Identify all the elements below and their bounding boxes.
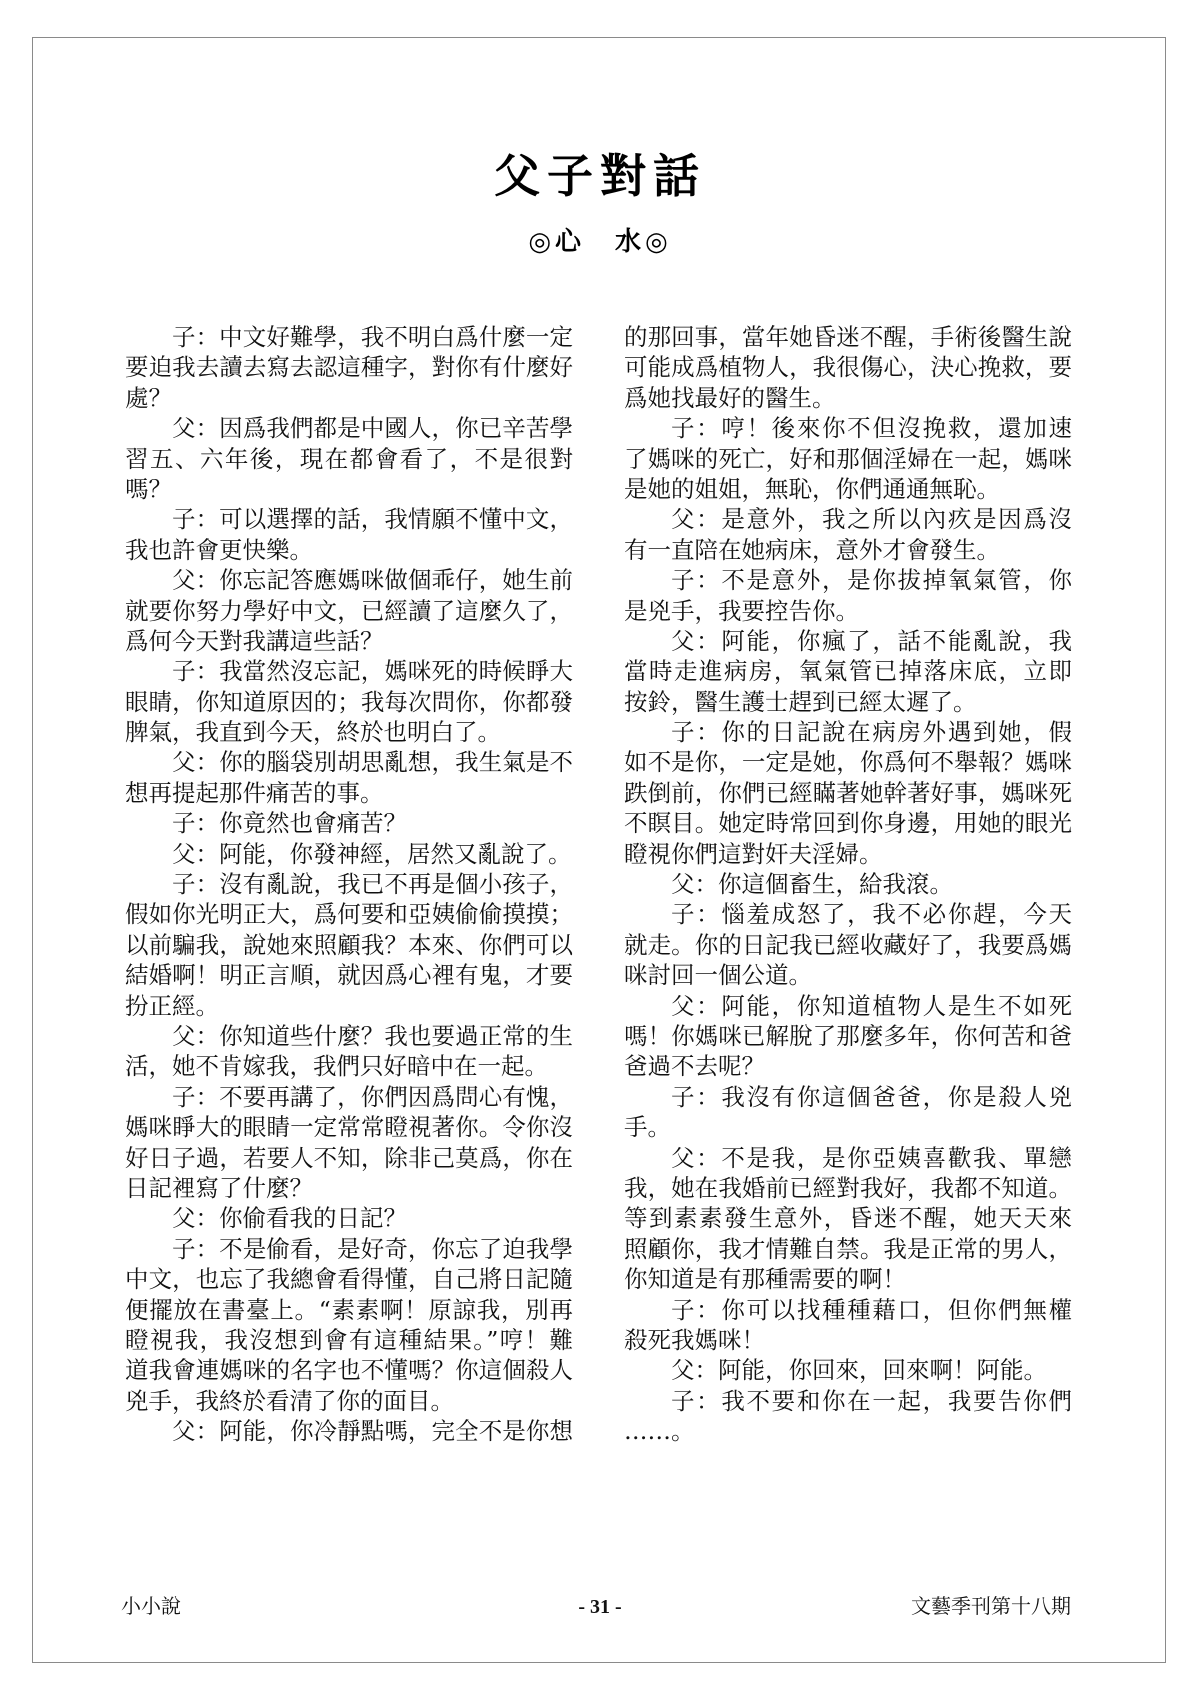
text-line: ……。 (624, 1417, 695, 1446)
dialogue-paragraph (125, 504, 573, 565)
dialogue-paragraph (125, 747, 573, 808)
text-line: 子：可以選擇的話，我情願不懂中文， (172, 505, 573, 534)
text-line: 是兇手，我要控告你。 (624, 596, 859, 625)
dialogue-paragraph (624, 626, 1072, 717)
dialogue-paragraph (125, 869, 573, 1021)
text-line: 假如你光明正大，爲何要和亞姨偷偷摸摸； (125, 900, 573, 929)
text-line: 殺死我媽咪！ (624, 1325, 765, 1354)
dialogue-paragraph (125, 808, 573, 838)
text-line: 好日子過，若要人不知，除非己莫爲，你在 (125, 1143, 573, 1172)
text-line: 子：哼！後來你不但沒挽救，還加速 (671, 414, 1072, 443)
text-line: 媽咪睜大的眼睛一定常常瞪視著你。令你沒 (125, 1113, 573, 1142)
dialogue-paragraph (624, 565, 1072, 626)
text-line: 子：不是意外，是你拔掉氧氣管，你 (671, 566, 1072, 595)
dialogue-paragraph (624, 413, 1072, 504)
dialogue-paragraph (624, 1143, 1072, 1295)
text-line: 處？ (125, 383, 172, 412)
text-line: 父：你的腦袋別胡思亂想，我生氣是不 (172, 748, 573, 777)
text-line: 瞪視你們這對奸夫淫婦。 (624, 839, 883, 868)
text-line: 父：阿能，你發神經，居然又亂說了。 (172, 839, 572, 868)
text-line: 的那回事，當年她昏迷不醒，手術後醫生說 (624, 323, 1072, 351)
dialogue-paragraph (624, 1355, 1072, 1385)
dialogue-paragraph (125, 1082, 573, 1204)
text-line: 等到素素發生意外，昏迷不醒，她天天來 (624, 1204, 1072, 1233)
dialogue-paragraph (125, 656, 573, 747)
text-line: 了媽咪的死亡，好和那個淫婦在一起，媽咪 (624, 444, 1072, 473)
text-line: 父：是意外，我之所以內疚是因爲沒 (671, 505, 1072, 534)
text-line: 是她的姐姐，無恥，你們通通無恥。 (624, 474, 1000, 503)
text-line: 不瞑目。她定時常回到你身邊，用她的眼光 (624, 809, 1072, 838)
text-line: 子：我不要和你在一起，我要告你們 (671, 1386, 1072, 1415)
text-line: 父：你知道些什麼？我也要過正常的生 (172, 1021, 573, 1050)
dialogue-paragraph (125, 1234, 573, 1416)
text-column-left (125, 322, 573, 1446)
text-line: 爲她找最好的醫生。 (624, 383, 836, 412)
text-line: 結婚啊！明正言順，就因爲心裡有鬼，才要 (125, 961, 573, 990)
text-line: 活，她不肯嫁我，我們只好暗中在一起。 (125, 1052, 548, 1081)
text-line: 照顧你，我才情難自禁。我是正常的男人， (624, 1234, 1072, 1263)
text-line: 便擺放在書臺上。“素素啊！原諒我，別再 (125, 1295, 573, 1324)
text-line: 子：我沒有你這個爸爸，你是殺人兇 (671, 1082, 1072, 1111)
text-line: 你知道是有那種需要的啊！ (624, 1265, 906, 1294)
text-column-right (624, 322, 1072, 1446)
text-line: 我也許會更快樂。 (125, 535, 313, 564)
text-line: 子：你竟然也會痛苦？ (172, 809, 407, 838)
text-line: 子：惱羞成怒了，我不必你趕，今天 (671, 900, 1072, 929)
text-line: 嗎！你媽咪已解脫了那麼多年，你何苦和爸 (624, 1021, 1072, 1050)
text-line: 子：中文好難學，我不明白爲什麼一定 (172, 323, 573, 351)
text-line: 脾氣，我直到今天，終於也明白了。 (125, 718, 501, 747)
text-line: 以前騙我，說她來照顧我？本來、你們可以 (125, 930, 573, 959)
dialogue-paragraph (624, 991, 1072, 1082)
text-line: 扮正經。 (125, 991, 219, 1020)
text-line: 當時走進病房，氧氣管已掉落床底，立即 (624, 657, 1072, 686)
dialogue-paragraph (624, 717, 1072, 869)
dialogue-paragraph (125, 1203, 573, 1233)
text-line: 道我會連媽咪的名字也不懂嗎？你這個殺人 (125, 1356, 573, 1385)
dialogue-paragraph (624, 899, 1072, 990)
text-line: 父：因爲我們都是中國人，你已辛苦學 (172, 414, 573, 443)
footer-publication-name: 文藝季刊第十八期 (911, 1596, 1071, 1618)
text-line: 就要你努力學好中文，已經讀了這麼久了， (125, 596, 573, 625)
text-line: 中文，也忘了我總會看得懂，自己將日記隨 (125, 1265, 573, 1294)
text-line: 可能成爲植物人，我很傷心，決心挽救，要 (624, 353, 1072, 382)
dialogue-paragraph (125, 413, 573, 504)
text-line: 父：你這個畜生，給我滾。 (671, 870, 953, 899)
text-line: 手。 (624, 1113, 671, 1142)
author-byline: ◎心 水◎ (528, 227, 672, 257)
text-line: 日記裡寫了什麼？ (125, 1173, 313, 1202)
text-line: 習五、六年後，現在都會看了，不是很對 (125, 444, 573, 473)
text-line: 子：我當然沒忘記，媽咪死的時候睜大 (172, 657, 573, 686)
dialogue-paragraph (125, 565, 573, 656)
footer-section-label: 小小說 (121, 1596, 181, 1618)
dialogue-paragraph (125, 839, 573, 869)
text-line: 眼睛，你知道原因的；我每次問你，你都發 (125, 687, 573, 716)
text-line: 就走。你的日記我已經收藏好了，我要爲媽 (624, 930, 1072, 959)
text-line: 父：阿能，你冷靜點嗎，完全不是你想 (172, 1417, 573, 1446)
dialogue-paragraph (624, 1295, 1072, 1356)
text-line: 父：你忘記答應媽咪做個乖仔，她生前 (172, 566, 573, 595)
text-line: 爲何今天對我講這些話？ (125, 626, 384, 655)
text-line: 父：你偷看我的日記？ (172, 1204, 407, 1233)
dialogue-paragraph (624, 504, 1072, 565)
text-line: 子：你的日記說在病房外遇到她，假 (671, 718, 1072, 747)
text-line: 跌倒前，你們已經瞞著她幹著好事，媽咪死 (624, 778, 1072, 807)
text-line: 按鈴，醫生護士趕到已經太遲了。 (624, 687, 977, 716)
dialogue-paragraph (125, 1416, 573, 1446)
text-line: 嗎？ (125, 474, 172, 503)
text-line: 子：不要再講了，你們因爲問心有愧， (172, 1082, 573, 1111)
text-line: 如不是你，一定是她，你爲何不舉報？媽咪 (624, 748, 1072, 777)
text-line: 子：不是偷看，是好奇，你忘了迫我學 (172, 1234, 573, 1263)
text-line: 瞪視我，我沒想到會有這種結果。”哼！難 (125, 1325, 573, 1354)
dialogue-paragraph (125, 1021, 573, 1082)
text-line: 父：不是我，是你亞姨喜歡我、單戀 (671, 1143, 1072, 1172)
text-line: 父：阿能，你知道植物人是生不如死 (671, 991, 1072, 1020)
dialogue-paragraph (125, 322, 573, 413)
dialogue-paragraph (624, 1082, 1072, 1143)
text-line: 父：阿能，你瘋了，話不能亂說，我 (671, 626, 1072, 655)
dialogue-paragraph (624, 1386, 1072, 1447)
text-line: 子：你可以找種種藉口，但你們無權 (671, 1295, 1072, 1324)
text-line: 爸過不去呢？ (624, 1052, 765, 1081)
dialogue-paragraph (624, 869, 1072, 899)
footer-page-number: - 31 - (578, 1596, 622, 1618)
text-line: 父：阿能，你回來，回來啊！阿能。 (671, 1356, 1047, 1385)
text-line: 兇手，我終於看清了你的面目。 (125, 1386, 454, 1415)
text-line: 想再提起那件痛苦的事。 (125, 778, 384, 807)
text-line: 要迫我去讀去寫去認這種字，對你有什麼好 (125, 353, 573, 382)
text-line: 我，她在我婚前已經對我好，我都不知道。 (624, 1173, 1072, 1202)
text-line: 子：沒有亂說，我已不再是個小孩子， (172, 870, 573, 899)
text-line: 咪討回一個公道。 (624, 961, 812, 990)
dialogue-paragraph (624, 322, 1072, 413)
article-title: 父子對話 (494, 149, 706, 203)
text-line: 有一直陪在她病床，意外才會發生。 (624, 535, 1000, 564)
